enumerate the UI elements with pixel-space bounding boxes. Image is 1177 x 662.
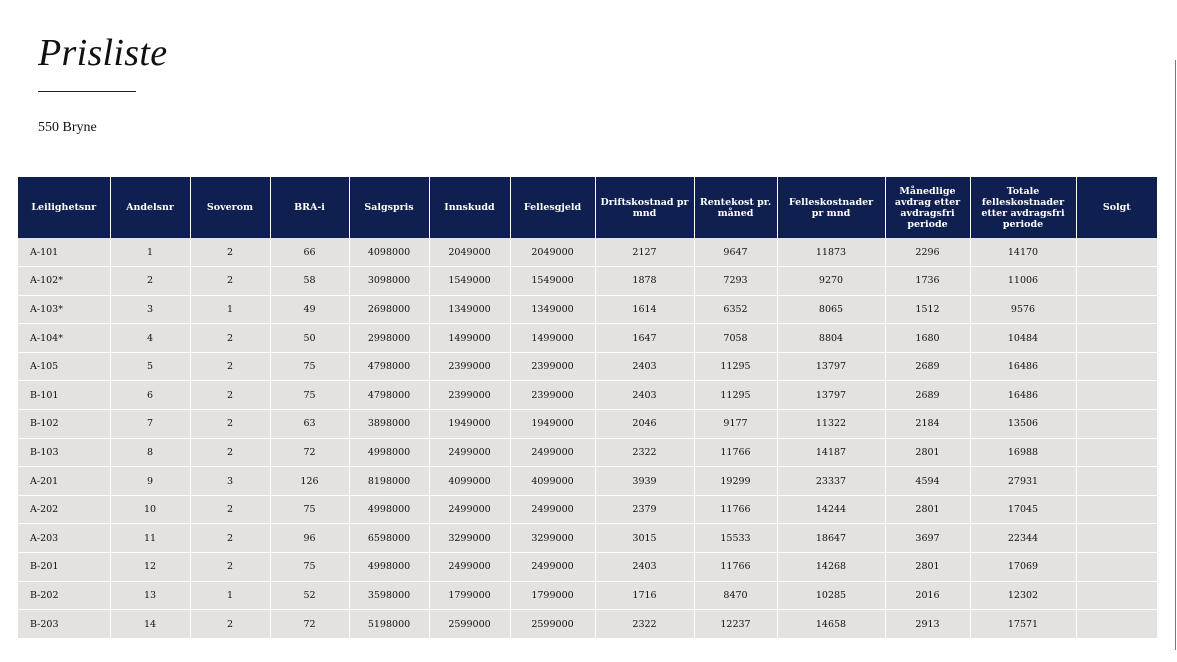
table-cell: 2499000	[510, 553, 595, 582]
table-cell: 2049000	[429, 238, 510, 267]
table-cell: 11295	[694, 381, 777, 410]
table-cell: 2	[190, 267, 270, 296]
table-cell: 1499000	[510, 324, 595, 353]
table-cell: 2296	[885, 238, 970, 267]
table-cell: 3898000	[349, 410, 429, 439]
table-cell: 4798000	[349, 381, 429, 410]
table-cell: 2049000	[510, 238, 595, 267]
table-cell: 11295	[694, 352, 777, 381]
table-cell: 1736	[885, 267, 970, 296]
table-cell: 2399000	[510, 381, 595, 410]
table-cell: 2	[190, 410, 270, 439]
apartment-number-cell: A-102*	[18, 267, 110, 296]
table-cell: 1	[190, 295, 270, 324]
apartment-number-cell: B-102	[18, 410, 110, 439]
header-innskudd: Innskudd	[429, 177, 510, 238]
table-cell: 1949000	[429, 410, 510, 439]
table-cell: 2322	[595, 610, 694, 639]
table-cell: 8470	[694, 581, 777, 610]
table-cell: 4998000	[349, 553, 429, 582]
table-cell: 9	[110, 467, 190, 496]
table-cell: 10285	[777, 581, 885, 610]
table-cell: 11766	[694, 495, 777, 524]
apartment-number-cell: B-202	[18, 581, 110, 610]
table-cell: 11873	[777, 238, 885, 267]
table-cell: 1	[190, 581, 270, 610]
table-cell: 7	[110, 410, 190, 439]
table-row	[18, 295, 1157, 324]
table-cell: 15533	[694, 524, 777, 553]
table-cell: 12302	[970, 581, 1076, 610]
table-cell: 6352	[694, 295, 777, 324]
table-cell: 2	[190, 381, 270, 410]
table-cell: 75	[270, 495, 349, 524]
table-cell: 27931	[970, 467, 1076, 496]
table-cell: 52	[270, 581, 349, 610]
table-cell: 10	[110, 495, 190, 524]
table-cell: 4	[110, 324, 190, 353]
table-cell: 14187	[777, 438, 885, 467]
table-cell: 1680	[885, 324, 970, 353]
table-cell: 14244	[777, 495, 885, 524]
table-cell: 11766	[694, 553, 777, 582]
apartment-number-cell: B-101	[18, 381, 110, 410]
table-row	[18, 410, 1157, 439]
table-cell: 126	[270, 467, 349, 496]
table-cell: 2399000	[429, 381, 510, 410]
table-cell: 2499000	[429, 495, 510, 524]
table-cell: 2403	[595, 553, 694, 582]
table-cell: 9576	[970, 295, 1076, 324]
table-cell: 4998000	[349, 495, 429, 524]
table-cell: 2913	[885, 610, 970, 639]
apartment-number-cell: B-103	[18, 438, 110, 467]
table-cell: 1349000	[510, 295, 595, 324]
table-cell: 16988	[970, 438, 1076, 467]
sold-status-cell	[1076, 410, 1157, 439]
sold-status-cell	[1076, 238, 1157, 267]
table-cell: 13797	[777, 352, 885, 381]
table-cell: 2	[190, 495, 270, 524]
table-cell: 3	[110, 295, 190, 324]
table-cell: 6598000	[349, 524, 429, 553]
table-row	[18, 581, 1157, 610]
sold-status-cell	[1076, 267, 1157, 296]
table-cell: 2	[190, 524, 270, 553]
table-cell: 14658	[777, 610, 885, 639]
table-cell: 2	[190, 238, 270, 267]
table-cell: 1614	[595, 295, 694, 324]
table-cell: 1799000	[510, 581, 595, 610]
table-cell: 2016	[885, 581, 970, 610]
table-cell: 2599000	[429, 610, 510, 639]
table-cell: 10484	[970, 324, 1076, 353]
table-cell: 2379	[595, 495, 694, 524]
table-cell: 75	[270, 381, 349, 410]
table-cell: 2689	[885, 381, 970, 410]
header-totale-felleskostnader: Totale felleskostnader etter avdragsfri periode	[970, 177, 1076, 238]
table-cell: 96	[270, 524, 349, 553]
apartment-number-cell: A-104*	[18, 324, 110, 353]
table-cell: 8198000	[349, 467, 429, 496]
table-cell: 4798000	[349, 352, 429, 381]
table-cell: 2	[190, 352, 270, 381]
table-cell: 4998000	[349, 438, 429, 467]
table-cell: 1647	[595, 324, 694, 353]
table-cell: 1	[110, 238, 190, 267]
header-salgspris: Salgspris	[349, 177, 429, 238]
table-cell: 12	[110, 553, 190, 582]
project-subtitle: 550 Bryne	[38, 120, 97, 135]
table-cell: 1512	[885, 295, 970, 324]
table-cell: 12237	[694, 610, 777, 639]
header-andelsnr: Andelsnr	[110, 177, 190, 238]
table-cell: 3	[190, 467, 270, 496]
page-edge-divider	[1175, 60, 1176, 650]
table-cell: 1716	[595, 581, 694, 610]
table-row	[18, 238, 1157, 267]
sold-status-cell	[1076, 295, 1157, 324]
table-row	[18, 495, 1157, 524]
table-row	[18, 553, 1157, 582]
table-cell: 2127	[595, 238, 694, 267]
table-cell: 3299000	[429, 524, 510, 553]
sold-status-cell	[1076, 438, 1157, 467]
header-leilighetsnr: Leilighetsnr	[18, 177, 110, 238]
table-cell: 4098000	[349, 238, 429, 267]
table-cell: 2	[190, 553, 270, 582]
table-cell: 13506	[970, 410, 1076, 439]
table-cell: 2998000	[349, 324, 429, 353]
header-solgt: Solgt	[1076, 177, 1157, 238]
table-cell: 3098000	[349, 267, 429, 296]
sold-status-cell	[1076, 553, 1157, 582]
table-cell: 2689	[885, 352, 970, 381]
table-cell: 4594	[885, 467, 970, 496]
table-cell: 7058	[694, 324, 777, 353]
table-cell: 3598000	[349, 581, 429, 610]
sold-status-cell	[1076, 467, 1157, 496]
header-bra-i: BRA-i	[270, 177, 349, 238]
sold-status-cell	[1076, 524, 1157, 553]
table-cell: 18647	[777, 524, 885, 553]
sold-status-cell	[1076, 495, 1157, 524]
table-cell: 1499000	[429, 324, 510, 353]
table-cell: 72	[270, 610, 349, 639]
table-cell: 8065	[777, 295, 885, 324]
sold-status-cell	[1076, 581, 1157, 610]
table-cell: 2184	[885, 410, 970, 439]
table-cell: 14	[110, 610, 190, 639]
table-row	[18, 524, 1157, 553]
table-cell: 2403	[595, 381, 694, 410]
table-cell: 63	[270, 410, 349, 439]
apartment-number-cell: A-201	[18, 467, 110, 496]
table-cell: 7293	[694, 267, 777, 296]
table-cell: 2399000	[510, 352, 595, 381]
apartment-number-cell: A-203	[18, 524, 110, 553]
table-row	[18, 381, 1157, 410]
table-cell: 2499000	[429, 553, 510, 582]
table-cell: 66	[270, 238, 349, 267]
table-cell: 17045	[970, 495, 1076, 524]
table-cell: 13797	[777, 381, 885, 410]
header-rentekost: Rentekost pr. måned	[694, 177, 777, 238]
sold-status-cell	[1076, 352, 1157, 381]
header-fellesgjeld: Fellesgjeld	[510, 177, 595, 238]
table-row	[18, 324, 1157, 353]
table-cell: 14170	[970, 238, 1076, 267]
table-cell: 22344	[970, 524, 1076, 553]
table-cell: 5	[110, 352, 190, 381]
apartment-number-cell: A-103*	[18, 295, 110, 324]
header-felleskostnader: Felleskostnader pr mnd	[777, 177, 885, 238]
sold-status-cell	[1076, 324, 1157, 353]
table-cell: 3299000	[510, 524, 595, 553]
table-cell: 3939	[595, 467, 694, 496]
table-cell: 75	[270, 553, 349, 582]
table-cell: 2	[190, 324, 270, 353]
table-cell: 8	[110, 438, 190, 467]
table-cell: 2599000	[510, 610, 595, 639]
table-cell: 19299	[694, 467, 777, 496]
table-cell: 11766	[694, 438, 777, 467]
table-cell: 4099000	[510, 467, 595, 496]
table-row	[18, 610, 1157, 639]
table-cell: 13	[110, 581, 190, 610]
table-row	[18, 352, 1157, 381]
apartment-number-cell: A-105	[18, 352, 110, 381]
table-cell: 75	[270, 352, 349, 381]
table-cell: 50	[270, 324, 349, 353]
header-driftskostnad: Driftskostnad pr mnd	[595, 177, 694, 238]
table-cell: 9647	[694, 238, 777, 267]
table-cell: 3697	[885, 524, 970, 553]
table-cell: 11	[110, 524, 190, 553]
table-cell: 2399000	[429, 352, 510, 381]
table-cell: 16486	[970, 381, 1076, 410]
table-cell: 2801	[885, 553, 970, 582]
table-cell: 17069	[970, 553, 1076, 582]
table-cell: 58	[270, 267, 349, 296]
apartment-number-cell: B-201	[18, 553, 110, 582]
table-cell: 2499000	[510, 438, 595, 467]
table-cell: 2499000	[510, 495, 595, 524]
table-cell: 1878	[595, 267, 694, 296]
table-row	[18, 267, 1157, 296]
apartment-number-cell: B-203	[18, 610, 110, 639]
table-cell: 2403	[595, 352, 694, 381]
table-body	[18, 238, 1157, 638]
table-cell: 23337	[777, 467, 885, 496]
sold-status-cell	[1076, 381, 1157, 410]
table-cell: 5198000	[349, 610, 429, 639]
table-cell: 9177	[694, 410, 777, 439]
table-cell: 3015	[595, 524, 694, 553]
table-row	[18, 467, 1157, 496]
table-cell: 8804	[777, 324, 885, 353]
table-cell: 2046	[595, 410, 694, 439]
table-cell: 14268	[777, 553, 885, 582]
apartment-number-cell: A-202	[18, 495, 110, 524]
table-cell: 4099000	[429, 467, 510, 496]
table-cell: 9270	[777, 267, 885, 296]
header-manedlige-avdrag: Månedlige avdrag etter avdragsfri periode	[885, 177, 970, 238]
table-cell: 1949000	[510, 410, 595, 439]
table-cell: 1349000	[429, 295, 510, 324]
table-cell: 72	[270, 438, 349, 467]
header-soverom: Soverom	[190, 177, 270, 238]
table-cell: 17571	[970, 610, 1076, 639]
table-cell: 2698000	[349, 295, 429, 324]
price-table	[18, 177, 1157, 639]
apartment-number-cell: A-101	[18, 238, 110, 267]
table-cell: 6	[110, 381, 190, 410]
table-header-row	[18, 177, 1157, 238]
table-cell: 2499000	[429, 438, 510, 467]
table-cell: 1799000	[429, 581, 510, 610]
page-title: Prisliste	[38, 32, 168, 74]
table-cell: 2	[110, 267, 190, 296]
table-cell: 16486	[970, 352, 1076, 381]
title-underline	[38, 91, 136, 92]
sold-status-cell	[1076, 610, 1157, 639]
table-cell: 2	[190, 438, 270, 467]
table-cell: 11322	[777, 410, 885, 439]
table-cell: 2801	[885, 495, 970, 524]
table-cell: 2801	[885, 438, 970, 467]
table-cell: 49	[270, 295, 349, 324]
table-cell: 11006	[970, 267, 1076, 296]
table-row	[18, 438, 1157, 467]
table-cell: 1549000	[429, 267, 510, 296]
table-cell: 2322	[595, 438, 694, 467]
table-cell: 2	[190, 610, 270, 639]
table-cell: 1549000	[510, 267, 595, 296]
